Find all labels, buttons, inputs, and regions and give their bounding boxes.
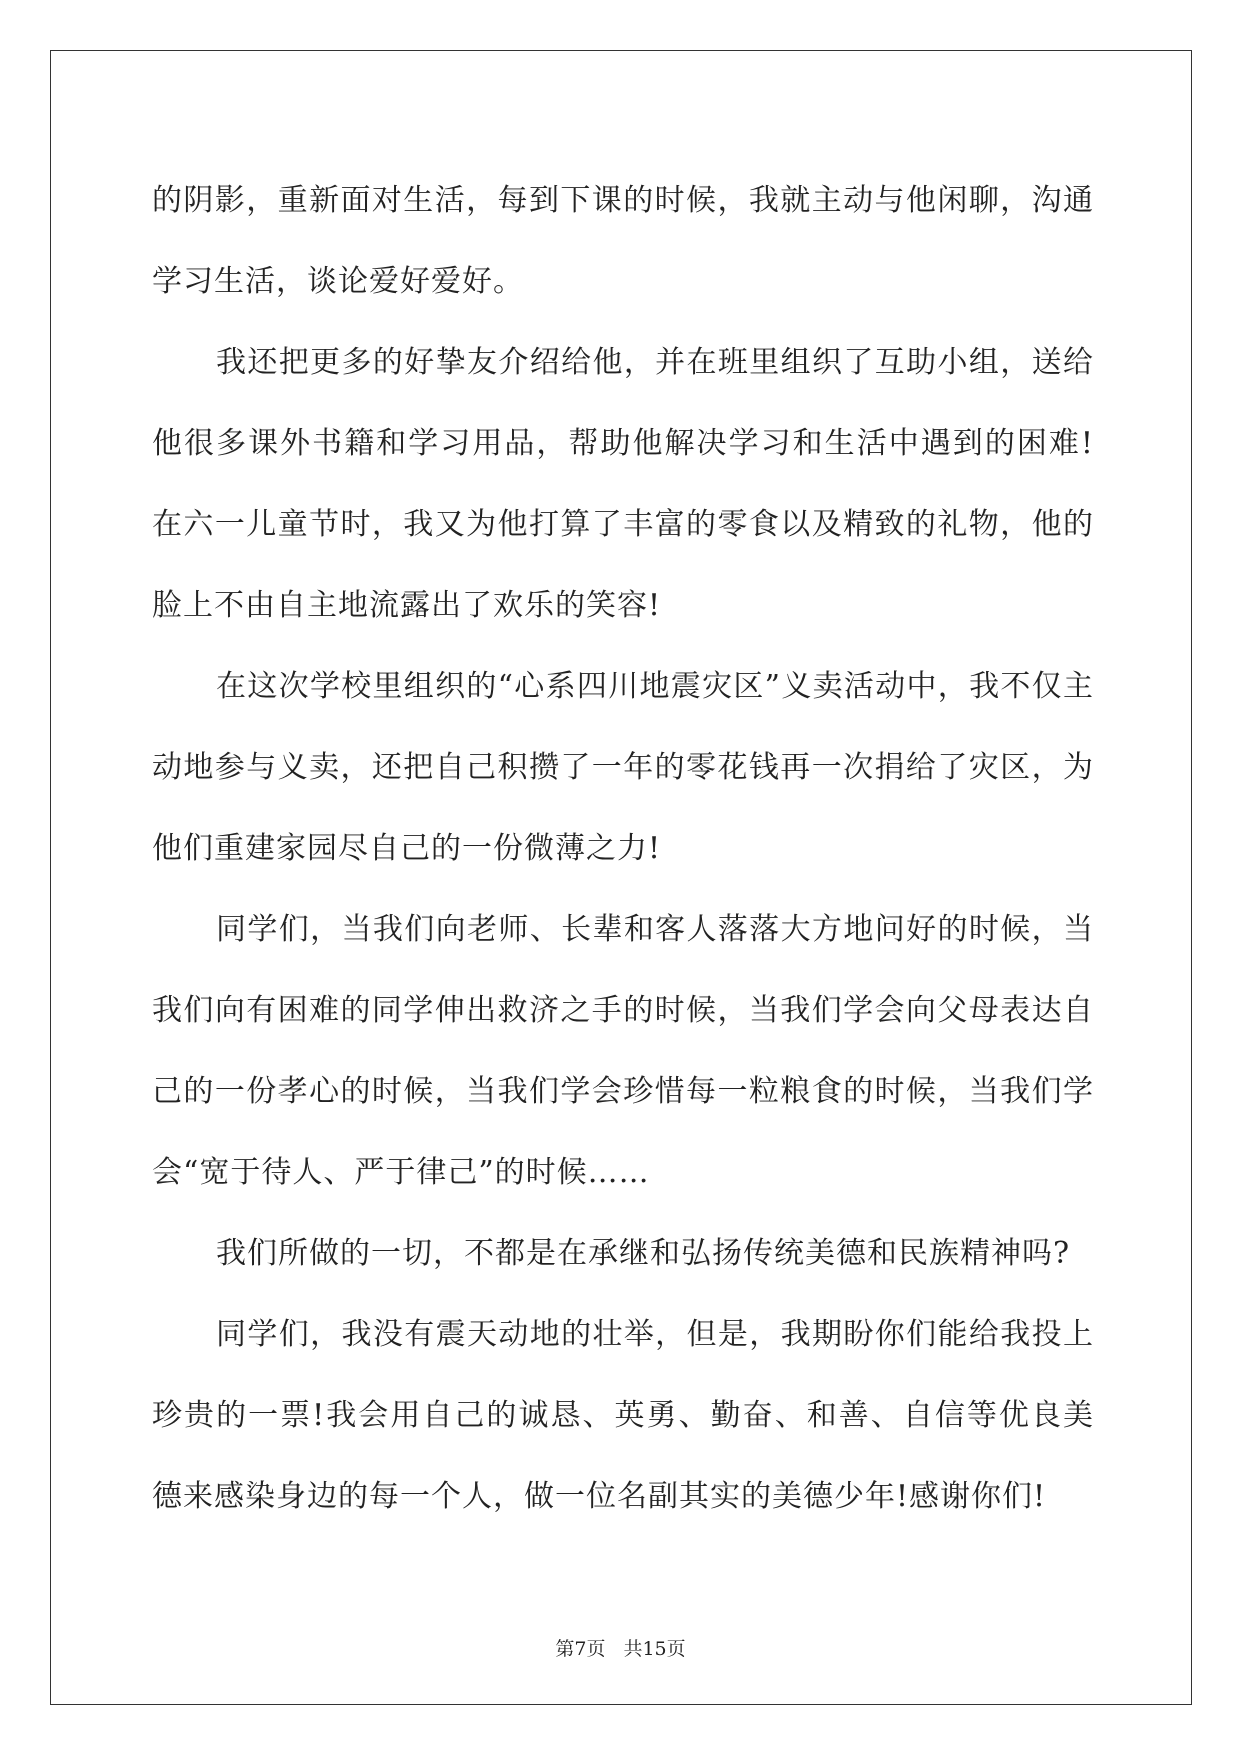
page-total: 共15页	[623, 1638, 686, 1660]
paragraph-4: 同学们，当我们向老师、长辈和客人落落大方地问好的时候，当我们向有困难的同学伸出救济之手的时候，当我们学会向父母表达自己的一份孝心的时候，当我们学会珍惜每一粒粮食的时候，当我们学会“宽于待人、严于律己”的时候……	[152, 912, 1094, 1190]
paragraph-2: 我还把更多的好挚友介绍给他，并在班里组织了互助小组，送给他很多课外书籍和学习用品，帮助他解决学习和生活中遇到的困难!在六一儿童节时，我又为他打算了丰富的零食以及精致的礼物，他的脸上不由自主地流露出了欢乐的笑容!	[152, 345, 1094, 623]
paragraph-3: 在这次学校里组织的“心系四川地震灾区”义卖活动中，我不仅主动地参与义卖，还把自己积攒了一年的零花钱再一次捐给了灾区，为他们重建家园尽自己的一份微薄之力!	[152, 669, 1094, 866]
paragraph-5: 我们所做的一切，不都是在承继和弘扬传统美德和民族精神吗?	[216, 1236, 1071, 1271]
document-body	[152, 160, 1094, 1537]
page-number: 第7页	[555, 1638, 606, 1660]
paragraph-6: 同学们，我没有震天动地的壮举，但是，我期盼你们能给我投上珍贵的一票!我会用自己的诚恳、英勇、勤奋、和善、自信等优良美德来感染身边的每一个人，做一位名副其实的美德少年!感谢你们!	[152, 1317, 1094, 1514]
page-footer	[0, 1634, 1241, 1661]
paragraph-1: 的阴影，重新面对生活，每到下课的时候，我就主动与他闲聊，沟通学习生活，谈论爱好爱好。	[152, 183, 1094, 299]
